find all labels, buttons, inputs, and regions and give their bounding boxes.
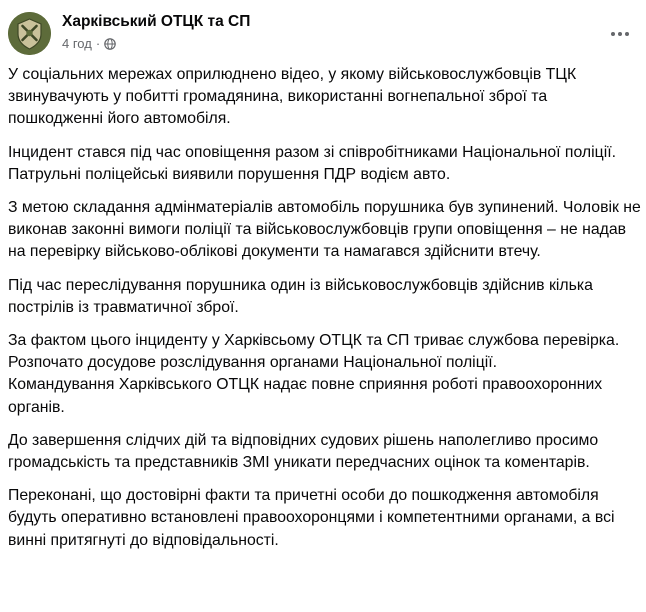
- post-time[interactable]: 4 год: [62, 36, 92, 51]
- post-text-line: Патрульні поліцейські виявили порушення ПДР водієм авто.: [8, 165, 451, 183]
- meta-separator: ·: [95, 36, 101, 51]
- post-paragraph: [8, 142, 642, 186]
- post-paragraph: [8, 330, 642, 419]
- globe-icon: [104, 38, 116, 50]
- post-meta: [62, 36, 116, 51]
- post-body: [8, 64, 642, 563]
- post-header: [8, 10, 638, 58]
- post-text-line: За фактом цього інциденту у Харківсьому ОТЦК та СП триває службова перевірка.: [8, 332, 620, 350]
- post-text-line: Під час переслідування порушника один із військовослужбовців здійснив кілька пострілів із травматичної зброї.: [8, 276, 593, 316]
- post-text-line: Інцидент стався під час оповіщення разом зі співробітниками Національної поліції.: [8, 143, 616, 161]
- post-text-line: Розпочато досудове розслідування органами Національної поліції.: [8, 354, 498, 372]
- more-options-button[interactable]: [608, 22, 632, 46]
- post-text-line: Командування Харківського ОТЦК надає повне сприяння роботі правоохоронних органів.: [8, 376, 603, 416]
- more-dots-icon: [610, 31, 630, 37]
- author-name[interactable]: Харківський ОТЦК та СП: [62, 13, 251, 30]
- avatar[interactable]: [8, 12, 51, 55]
- post-paragraph: [8, 430, 642, 474]
- post-paragraph: [8, 485, 642, 552]
- post-text-line: Переконані, що достовірні факти та причетні особи до пошкодження автомобіля будуть оперативно встановлені правоохоронцями і компетентними органами, а всі винні притягнуті до відповідальності.: [8, 487, 615, 549]
- post-text-line: У соціальних мережах оприлюднено відео, у якому військовослужбовців ТЦК звинувачують у побитті громадянина, використанні вогнепальної зброї та пошкодженні його автомобіля.: [8, 66, 577, 128]
- military-emblem-icon: [8, 12, 51, 55]
- post-text-line: З метою складання адмінматеріалів автомобіль порушника був зупинений. Чоловік не виконав законні вимоги поліції та військовослужбовців групи оповіщення – не надав на перевірку військово-облікові документи та намагався здійснити втечу.: [8, 199, 641, 261]
- post-text-line: До завершення слідчих дій та відповідних судових рішень наполегливо просимо громадськість та представників ЗМІ уникати передчасних оцінок та коментарів.: [8, 431, 599, 472]
- post-paragraph: [8, 275, 642, 319]
- post-paragraph: [8, 64, 642, 131]
- post-paragraph: [8, 197, 642, 264]
